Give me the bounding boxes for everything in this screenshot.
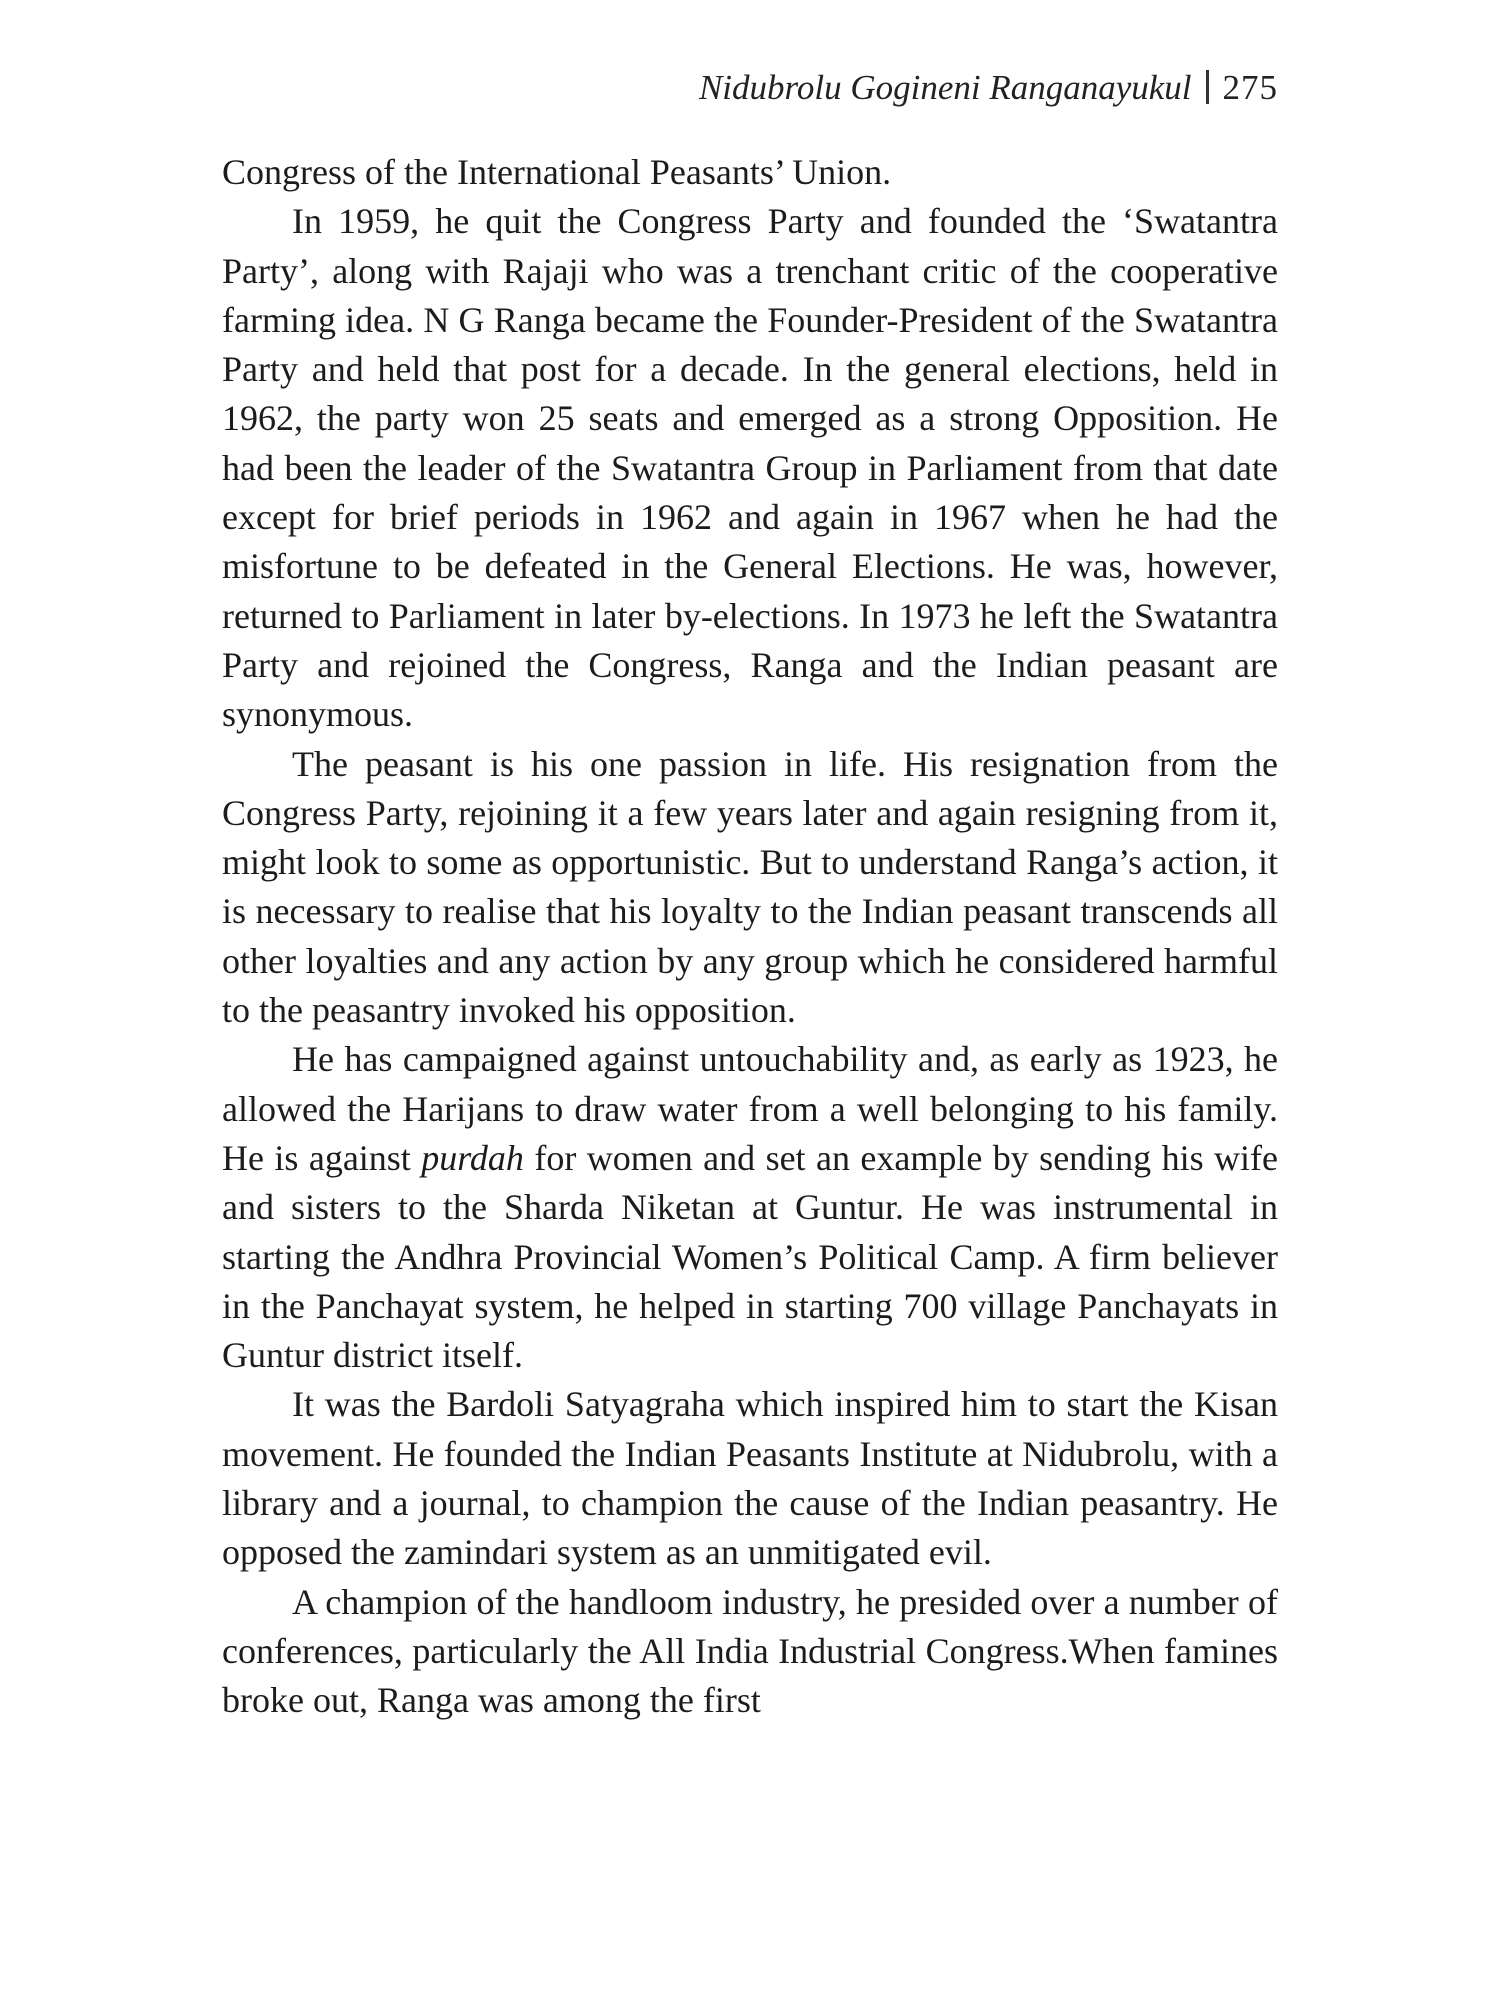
paragraph-5: It was the Bardoli Satyagraha which inspired him to start the Kisan movement. He founded the Indian Peasants Institute at Nidubrolu, with a library and a journal, to champion the cause of the Indian peasantry. He opposed the zamindari system as an unmitigated evil. [222,1384,1278,1573]
body-text [222,148,1278,1726]
paragraph-3: The peasant is his one passion in life. His resignation from the Congress Party, rejoining it a few years later and again resigning from it, might look to some as opportunistic. But to understand Ranga’s action, it is necessary to realise that his loyalty to the Indian peasant transcends all other loyalties and any action by any group which he considered harmful to the peasantry invoked his opposition. [222,743,1278,1031]
page-number: 275 [1222,68,1278,107]
paragraph-4 [222,1035,1278,1380]
header-separator [1206,70,1209,104]
paragraph-1: Congress of the International Peasants’ Union. [222,152,892,192]
running-header [699,66,1278,110]
paragraph-2: In 1959, he quit the Congress Party and founded the ‘Swatantra Party’, along with Rajaji who was a trenchant critic of the cooperative farming idea. N G Ranga became the Founder-President of the Swatantra Party and held that post for a decade. In the general elections, held in 1962, the party won 25 seats and emerged as a strong Opposition. He had been the leader of the Swatantra Group in Parliament from that date except for brief periods in 1962 and again in 1967 when he had the misfortune to be defeated in the General Elections. He was, however, returned to Parliament in later by-elections. In 1973 he left the Swatantra Party and rejoined the Congress, Ranga and the Indian peasant are synonymous. [222,201,1278,735]
running-header-title: Nidubrolu Gogineni Ranganayukul [698,68,1192,107]
paragraph-4-italic-word: purdah [421,1137,524,1178]
paragraph-6: A champion of the handloom industry, he presided over a number of conferences, particularly the All India Industrial Congress.When famines broke out, Ranga was among the first [222,1581,1278,1721]
paragraph-4-after: for women and set an example by sending his wife and sisters to the Sharda Niketan at Guntur. He was instrumental in starting the Andhra Provincial Women’s Political Camp. A firm believer in the Panchayat system, he helped in starting 700 village Panchayats in Guntur district itself. [222,1137,1279,1376]
paragraph-4-before: He has campaigned against untouchability and, as early as 1923, he allowed the Harijans to draw water from a well belonging to his family. He is against [222,1039,1278,1178]
